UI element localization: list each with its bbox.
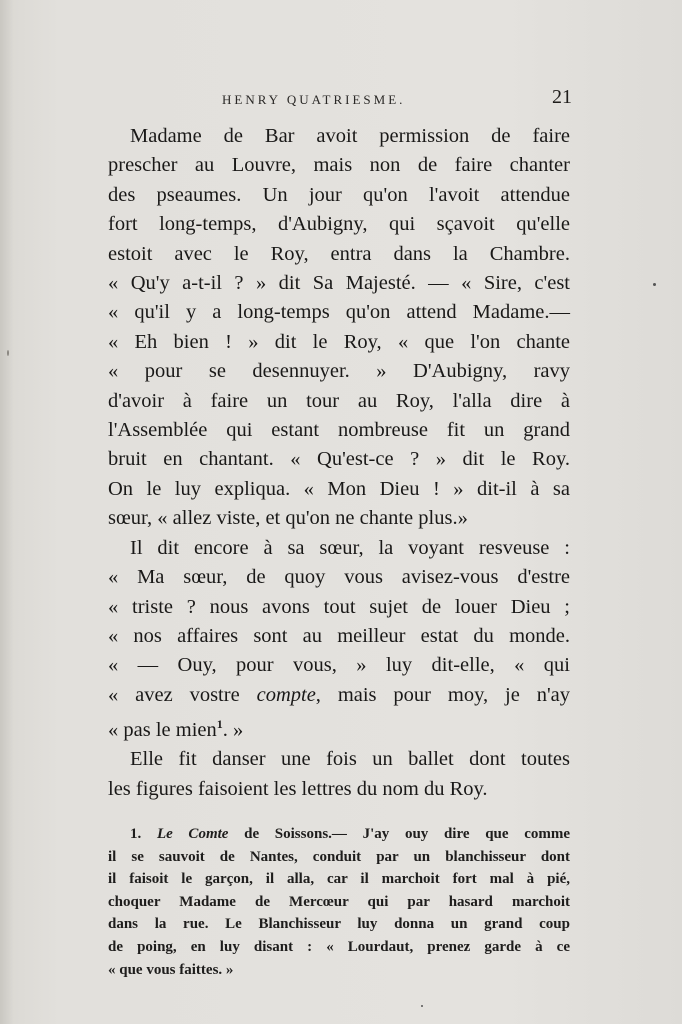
text-line: sœur, « allez viste, et qu'on ne chante plus.» — [108, 507, 468, 530]
footnote-number: 1. — [130, 826, 142, 842]
text-line-with-footnote-ref — [108, 710, 570, 745]
text-fragment: . » — [222, 718, 244, 741]
footnote-line: dans la rue. Le Blanchisseur luy donna un grand coup — [108, 916, 570, 933]
text-line: prescher au Louvre, mais non de faire chanter — [108, 154, 570, 177]
footnote-line: choquer Madame de Mercœur qui par hasard marchoit — [108, 893, 570, 910]
footnote — [108, 823, 570, 981]
text-line-with-italic — [108, 681, 570, 710]
text-line: bruit en chantant. « Qu'est-ce ? » dit le Roy. — [108, 448, 570, 471]
footnote-ref: 1 — [216, 717, 223, 732]
text-line: « Qu'y a-t-il ? » dit Sa Majesté. — « Sire, c'est — [108, 272, 570, 295]
text-line: les figures faisoient les lettres du nom du Roy. — [108, 777, 488, 800]
running-head — [222, 86, 572, 116]
footnote-line: de poing, en luy disant : « Lourdaut, prenez garde à ce — [108, 938, 570, 955]
text-line: des pseaumes. Un jour qu'on l'avoit attendue — [108, 183, 570, 206]
footnote-line — [108, 823, 570, 846]
text-fragment: « avez vostre — [108, 683, 240, 706]
text-fragment: « pas le mien — [108, 718, 217, 741]
text-line: On le luy expliqua. « Mon Dieu ! » dit-il à sa — [108, 477, 570, 500]
text-line: Madame de Bar avoit permission de faire — [130, 125, 570, 147]
footnote-italic-label: Le Comte — [156, 826, 229, 842]
paper-speck — [421, 1005, 423, 1007]
text-line: « pour se desennuyer. » D'Aubigny, ravy — [108, 360, 570, 383]
text-line: « Ma sœur, de quoy vous avisez-vous d'estre — [108, 566, 570, 589]
text-line: « nos affaires sont au meilleur estat du monde. — [108, 624, 570, 647]
footnote-text: de Soissons.— J'ay ouy dire que comme — [244, 826, 571, 842]
text-line: « qu'il y a long-temps qu'on attend Madame.— — [108, 301, 570, 324]
text-line: Il dit encore à sa sœur, la voyant resveuse : — [130, 536, 570, 559]
text-line: « — Ouy, pour vous, » luy dit-elle, « qui — [108, 654, 570, 677]
text-line: l'Assemblée qui estant nombreuse fit un grand — [108, 419, 570, 442]
text-fragment: , mais pour moy, je n'ay — [315, 683, 571, 706]
italic-word: compte — [256, 683, 316, 706]
footnote-line: « que vous faittes. » — [108, 961, 234, 978]
footnote-line: il faisoit le garçon, il alla, car il marchoit fort mal à pié, — [108, 871, 570, 888]
paper-speck — [7, 350, 9, 356]
body-text — [108, 122, 570, 804]
text-line: « Eh bien ! » dit le Roy, « que l'on chante — [108, 330, 570, 353]
text-line: Elle fit danser une fois un ballet dont toutes — [130, 748, 570, 771]
running-title: HENRY QUATRIESME. — [222, 92, 406, 107]
text-line: d'avoir à faire un tour au Roy, l'alla dire à — [108, 389, 570, 412]
text-line: fort long-temps, d'Aubigny, qui sçavoit qu'elle — [108, 213, 570, 236]
text-line: « triste ? nous avons tout sujet de louer Dieu ; — [108, 595, 570, 618]
footnote-line: il se sauvoit de Nantes, conduit par un blanchisseur dont — [108, 848, 570, 865]
paper-speck — [653, 283, 656, 286]
page-number: 21 — [552, 86, 572, 108]
text-line: estoit avec le Roy, entra dans la Chambre. — [108, 242, 570, 265]
